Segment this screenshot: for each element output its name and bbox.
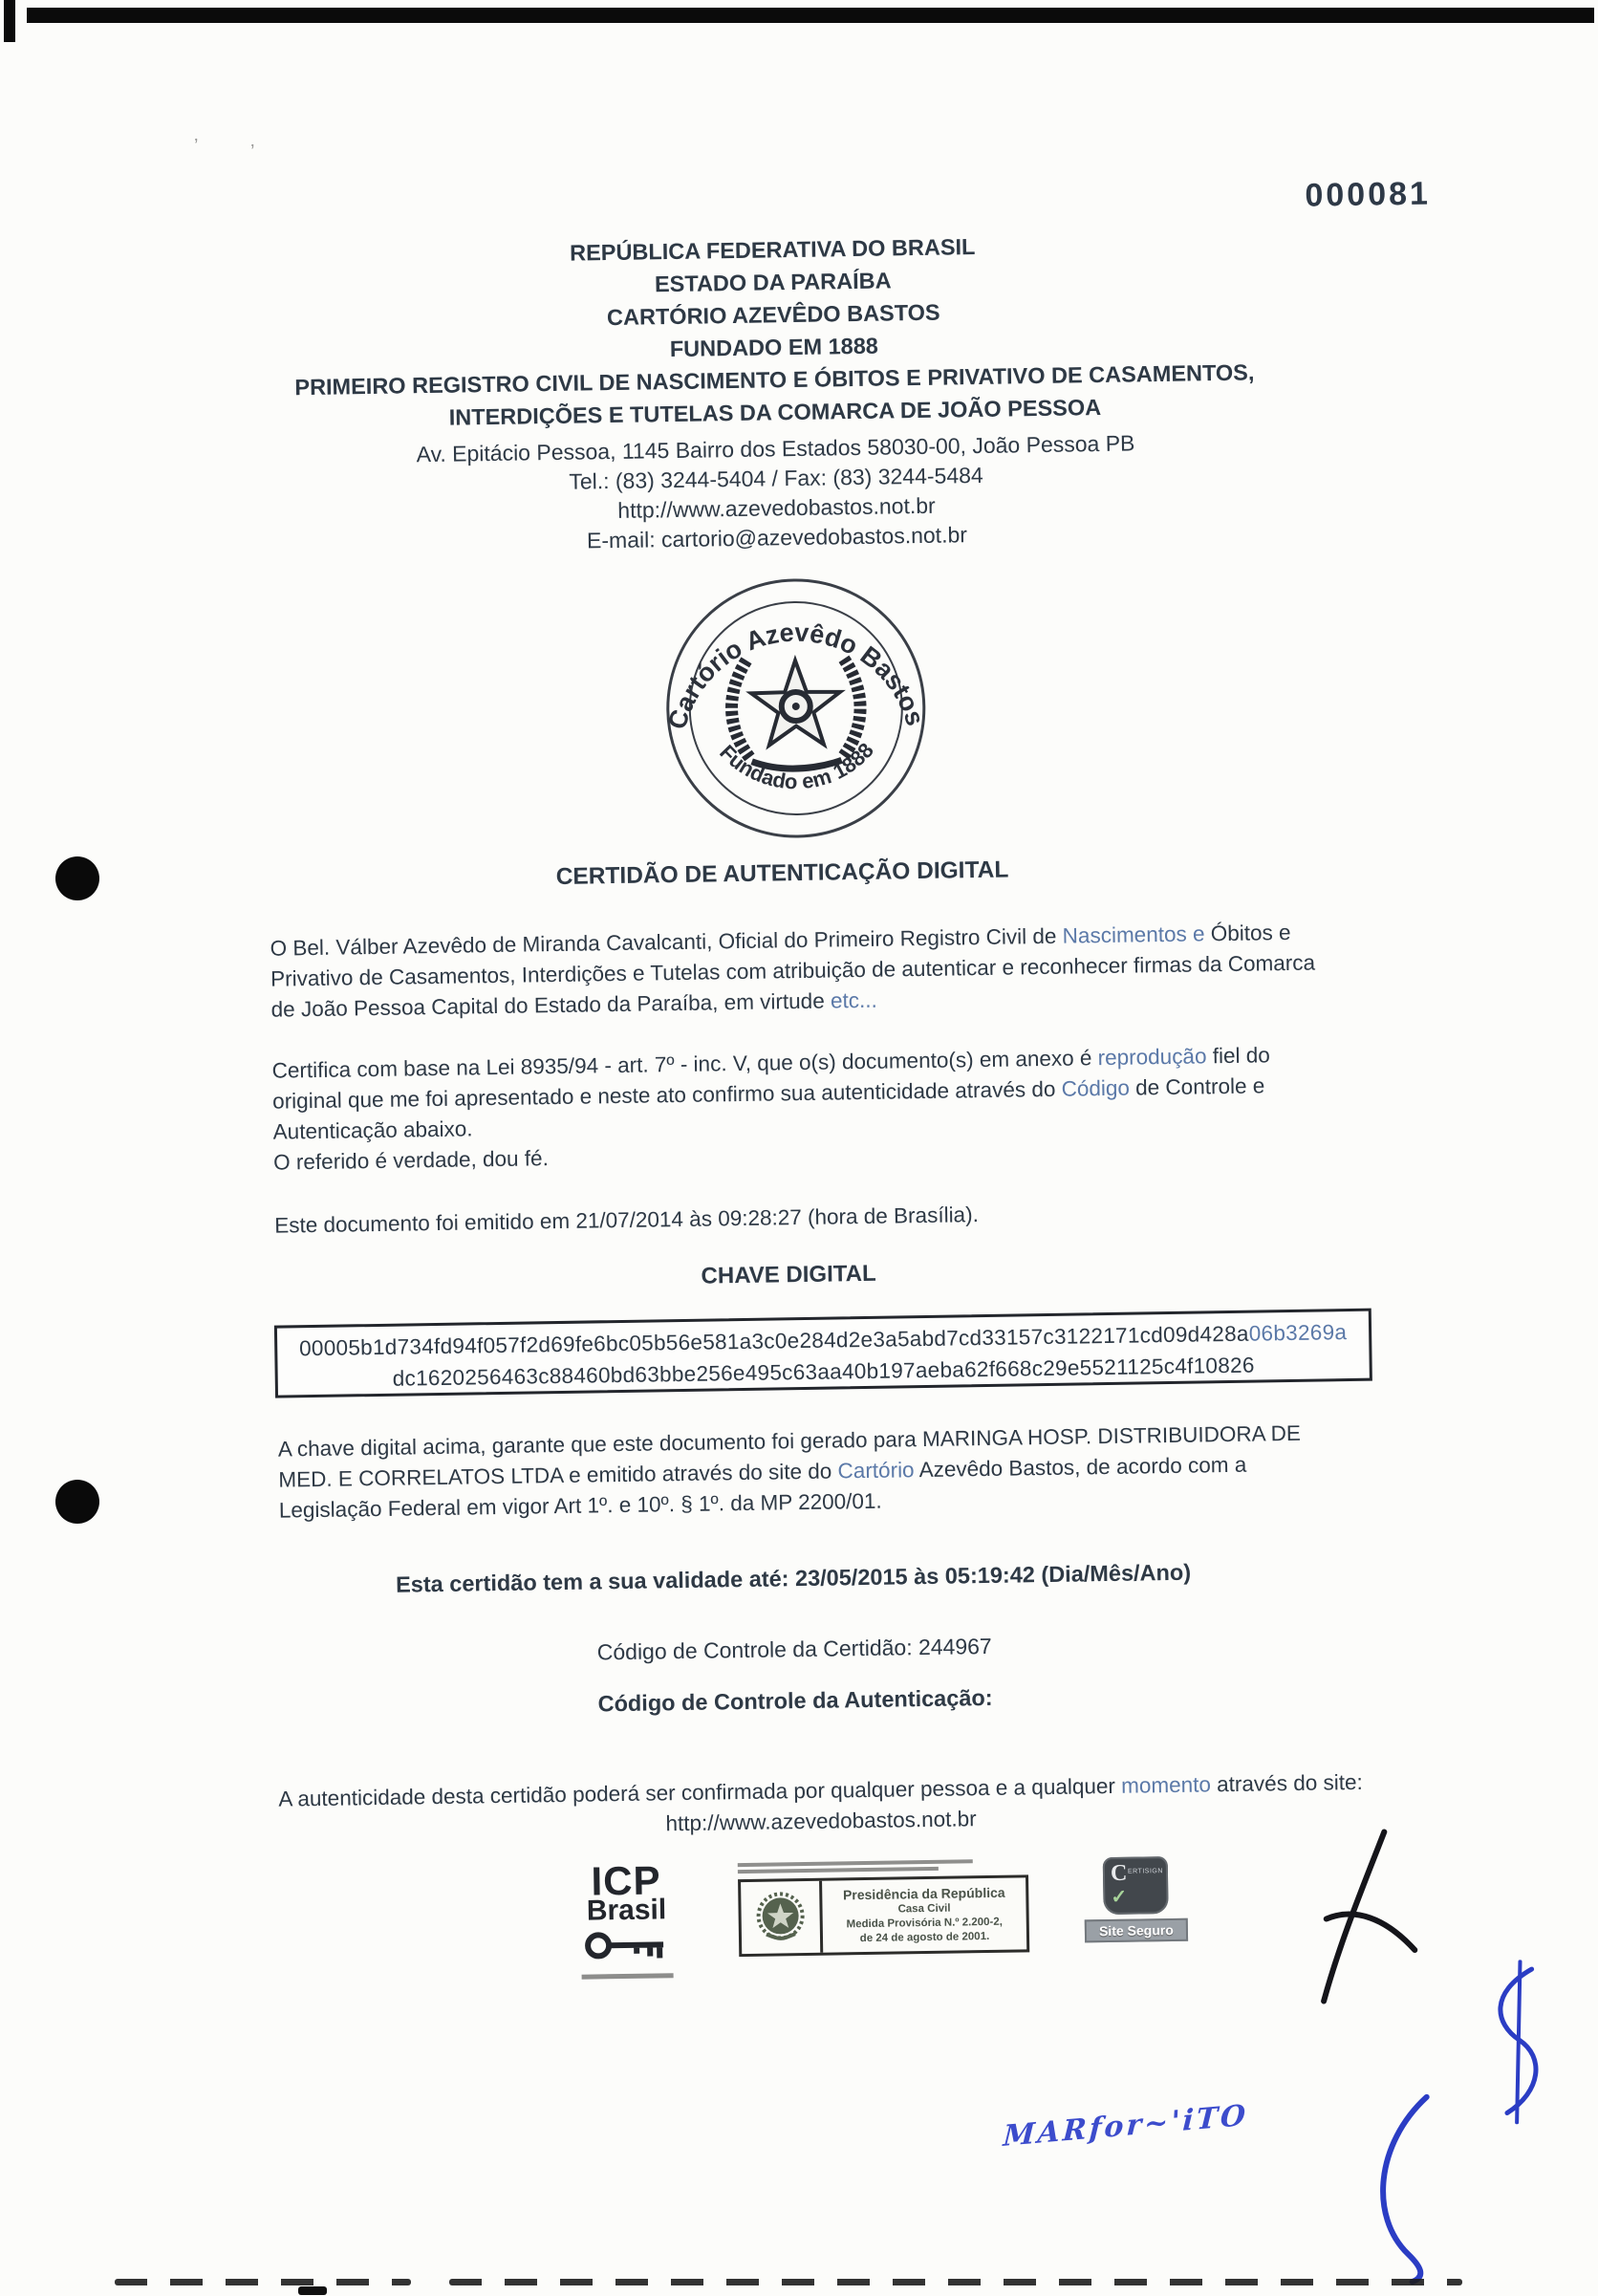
- coat-of-arms-icon: [731, 659, 861, 769]
- stamp-line: Presidência da República: [842, 1884, 1005, 1903]
- pen-flourish-black: [1292, 1826, 1438, 2009]
- address-line: Av. Epitácio Pessoa, 1145 Bairro dos Estados 58030-00, João Pessoa PB: [416, 430, 1135, 467]
- digital-key-heading: CHAVE DIGITAL: [701, 1260, 876, 1289]
- microtext-line: [738, 1867, 939, 1874]
- icp-logo-text: Brasil: [586, 1894, 667, 1927]
- paragraph-text: fiel do original que me foi apresentado e neste ato confirmo sua autenticidade através do: [271, 1043, 1270, 1114]
- digital-key-text: 06b3269a: [1248, 1320, 1348, 1346]
- digital-key-text: 00005b1d734fd94f057f2d69fe6bc05b56e581a3c0e284d2e3a5abd7cd33157c3122171cd09d428a: [298, 1321, 1249, 1361]
- scan-artifact-blob: [298, 2286, 327, 2295]
- paragraph-text: reprodução: [1097, 1044, 1207, 1071]
- presidencia-box: [738, 1874, 1029, 1957]
- header-line: PRIMEIRO REGISTRO CIVIL DE NASCIMENTO E ÓBITOS E PRIVATIVO DE CASAMENTOS,: [294, 359, 1255, 401]
- brazil-coat-of-arms-icon: [741, 1881, 823, 1954]
- notary-seal: [658, 570, 935, 847]
- pen-flourish-blue-s: [1472, 1960, 1561, 2125]
- stamp-line: Medida Provisória N.º 2.200-2,: [846, 1916, 1004, 1931]
- page-number: 000081: [1305, 175, 1432, 214]
- digital-key-box: [274, 1309, 1372, 1398]
- scan-artifact-bottom: [115, 2279, 411, 2285]
- header-line: REPÚBLICA FEDERATIVA DO BRASIL: [569, 234, 976, 266]
- scan-speck: ’: [194, 136, 199, 157]
- paragraph-text: A autenticidade desta certidão poderá ser confirmada por qualquer pessoa e a qualquer: [278, 1773, 1122, 1811]
- header-line: ESTADO DA PARAÍBA: [654, 268, 892, 297]
- paragraph-text: Certifica com base na Lei 8935/94 - art. 7º - inc. V, que o(s) documento(s) em anexo é: [271, 1046, 1098, 1083]
- paragraph-certification: [271, 1039, 1346, 1179]
- header-line: INTERDIÇÕES E TUTELAS DA COMARCA DE JOÃO PESSOA: [448, 394, 1102, 430]
- svg-text:Fundado em 1888: Fundado em 1888: [715, 738, 878, 794]
- check-icon: ✓: [1111, 1886, 1128, 1908]
- validity-line: Esta certidão tem a sua validade até: 23/05/2015 às 05:19:42 (Dia/Mês/Ano): [395, 1559, 1192, 1597]
- paragraph-text: Nascimentos e: [1062, 921, 1205, 948]
- header-line: FUNDADO EM 1888: [669, 333, 879, 362]
- certificate-control-code: Código de Controle da Certidão: 244967: [596, 1633, 992, 1665]
- website-line: http://www.azevedobastos.not.br: [617, 492, 936, 523]
- presidencia-text: [822, 1877, 1026, 1952]
- certisign-site-seguro-badge: [1078, 1856, 1194, 1943]
- paragraph-text: através do site: http://www.azevedobastos.not.br: [665, 1769, 1363, 1836]
- paragraph-text: O Bel. Válber Azevêdo de Miranda Cavalcanti, Oficial do Primeiro Registro Civil de: [270, 923, 1063, 961]
- paragraph-text: etc...: [830, 987, 877, 1013]
- digital-key-line: dc1620256463c88460bd63bbe256e495c63aa40b197aeba62f668c29e5521125c4f10826: [392, 1353, 1255, 1391]
- paragraph-key-explanation: [278, 1418, 1351, 1527]
- handwritten-note: MARfor~'iTO: [1002, 2098, 1249, 2154]
- svg-text:Cartório Azevêdo Bastos: Cartório Azevêdo Bastos: [662, 617, 930, 733]
- contact-block: [20, 422, 1532, 565]
- header-line: CARTÓRIO AZEVÊDO BASTOS: [606, 299, 940, 331]
- paragraph-text: Azevêdo Bastos, de acordo com a Legislação Federal em vigor Art 1º. e 10º. § 1º. da MP 2200/01.: [278, 1452, 1247, 1523]
- paragraph-text: momento: [1120, 1772, 1212, 1798]
- paragraph-confirmation: [247, 1766, 1394, 1846]
- certisign-brand: ERTISIGN: [1127, 1868, 1163, 1875]
- footer-logos: [564, 1856, 1195, 1980]
- shield-icon: [1103, 1856, 1169, 1915]
- scan-speck: ’: [250, 141, 255, 162]
- stamp-line: de 24 de agosto de 2001.: [859, 1930, 990, 1945]
- paragraph-official: [270, 917, 1343, 1026]
- scan-artifact-bottom: [449, 2279, 1462, 2285]
- authentication-control-code: Código de Controle da Autenticação:: [597, 1684, 993, 1717]
- paragraph-text: Óbitos e Privativo de Casamentos, Interdições e Tutelas com atribuição de autenticar e reconhecer firmas da Comarca de João Pessoa Capital do Estado da Paraíba, em virtude: [270, 920, 1316, 1022]
- email-line: E-mail: cartorio@azevedobastos.not.br: [586, 522, 968, 553]
- phone-fax-line: Tel.: (83) 3244-5404 / Fax: (83) 3244-5484: [569, 462, 983, 494]
- site-seguro-ribbon: Site Seguro: [1085, 1918, 1188, 1943]
- microtext-line: [582, 1973, 674, 1980]
- paragraph-text: O referido é verdade, dou fé.: [272, 1146, 550, 1175]
- document-title: CERTIDÃO DE AUTENTICAÇÃO DIGITAL: [555, 856, 1009, 890]
- icp-logo-text: ICP: [591, 1857, 661, 1904]
- certisign-initial: C: [1110, 1860, 1128, 1886]
- paragraph-text: A chave digital acima, garante que este documento foi gerado para MARINGA HOSP. DISTRIBUIDORA DE MED. E CORRELATOS LTDA e emitido através do site do: [277, 1420, 1302, 1492]
- document-header: [17, 222, 1530, 441]
- paragraph-text: Código: [1061, 1075, 1131, 1101]
- stamp-line: Casa Civil: [897, 1902, 951, 1916]
- pen-flourish-blue-paren: [1347, 2092, 1455, 2285]
- emission-date-line: Este documento foi emitido em 21/07/2014 às 09:28:27 (hora de Brasília).: [274, 1202, 980, 1238]
- icp-brasil-logo: [564, 1857, 690, 1980]
- seal-stamp-icon: [658, 570, 935, 847]
- presidencia-stamp: [738, 1858, 1030, 1957]
- paragraph-text: Cartório: [837, 1458, 915, 1484]
- key-icon: [583, 1923, 672, 1966]
- paragraph-text: de Controle e Autenticação abaixo.: [272, 1073, 1265, 1144]
